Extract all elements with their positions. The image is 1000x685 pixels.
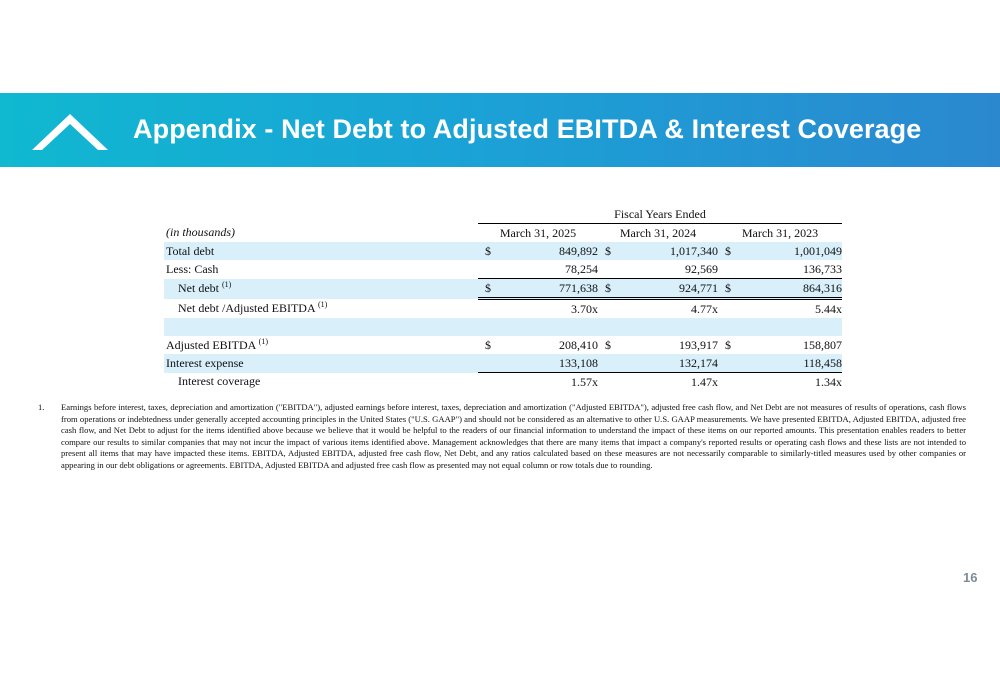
table-row	[164, 373, 842, 392]
cell-value: 849,892	[498, 242, 598, 260]
footnote-text: Earnings before interest, taxes, depreciation and amortization ("EBITDA"), adjusted earnings before interest, taxes, depreciation and amortization ("Adjusted EBITDA"), adjusted free cash flow, and Net Debt are not measures of results of operations, cash flows from operations or indebtedness under generally accepted accounting principles in the United States ("U.S. GAAP") and should not be considered as an alternative to other U.S. GAAP measurements. We have presented EBITDA, Adjusted EBITDA, adjusted free cash flow, and Net Debt to adjust for the items identified above because we believe that it would be helpful to the readers of our financial information to understand the impact of these items on our reported amounts. This presentation enables readers to better compare our results to similar companies that may not incur the impact of various items identified above. Management acknowledges that there are many items that impact a company's reported results or operating cash flows and these lists are not intended to present all items that may have impacted these items. EBITDA, Adjusted EBITDA, adjusted free cash flow, Net Debt, and any ratios calculated based on these measures are not necessarily comparable to similarly-titled measures used by other companies or appearing in our debt obligations or agreements. EBITDA, Adjusted EBITDA and adjusted free cash flow as presented may not equal column or row totals due to rounding.	[61, 402, 966, 470]
table-row: Total debt $ 849,892 $ 1,017,340 $ 1,001,049	[164, 242, 842, 260]
cell-value: 5.44x	[815, 301, 842, 316]
fiscal-years-header: Fiscal Years Ended	[478, 205, 842, 224]
footnote	[38, 402, 966, 471]
cell-value: 3.70x	[571, 301, 598, 316]
cell-value: 133,108	[498, 354, 598, 373]
row-label: Total debt	[164, 242, 478, 260]
column-header: March 31, 2023	[741, 225, 819, 240]
footnote-number: 1.	[38, 402, 45, 412]
cell-value: 1,001,049	[738, 242, 842, 260]
column-header: March 31, 2024	[619, 225, 697, 240]
table-column-header-row	[164, 224, 842, 243]
row-label: Interest coverage	[178, 374, 261, 389]
row-label: Net debt /Adjusted EBITDA $^{(1)}$	[178, 299, 328, 315]
cell-value: 158,807	[803, 337, 842, 352]
row-label: Net debt $^{(1)}$	[164, 279, 478, 299]
cell-value: 193,917	[679, 337, 718, 352]
units-label: (in thousands)	[166, 225, 235, 240]
cell-value: 1.34x	[815, 374, 842, 389]
cell-value: 864,316	[738, 279, 842, 299]
table-row: Adjusted EBITDA $^{(1)}$ $ 208,410 $ 193,917 $ 158,807	[164, 336, 842, 354]
cell-value: 132,174	[618, 354, 718, 373]
peak-chevron-icon	[30, 110, 110, 154]
cell-value: 1.47x	[691, 374, 718, 389]
cell-value: 1,017,340	[618, 242, 718, 260]
table-row	[164, 299, 842, 319]
spacer-row	[164, 318, 842, 336]
financial-table	[164, 205, 842, 391]
row-label: Less: Cash	[166, 261, 219, 276]
cell-value: 78,254	[498, 260, 598, 279]
cell-value: 118,458	[738, 354, 842, 373]
column-header: March 31, 2025	[499, 225, 577, 240]
cell-value: 4.77x	[691, 301, 718, 316]
cell-value: 771,638	[498, 279, 598, 299]
table-group-header-row	[164, 205, 842, 224]
cell-value: 208,410	[559, 337, 598, 352]
cell-value: 1.57x	[571, 374, 598, 389]
cell-value: 924,771	[618, 279, 718, 299]
table-row: Net debt $^{(1)}$ $ 771,638 $ 924,771 $ 864,316	[164, 279, 842, 299]
table-row	[164, 260, 842, 279]
page-title: Appendix - Net Debt to Adjusted EBITDA & Interest Coverage	[133, 114, 922, 144]
cell-value: 136,733	[738, 260, 842, 279]
page-number: 16	[963, 570, 978, 585]
cell-value: 92,569	[618, 260, 718, 279]
row-label: Adjusted EBITDA $^{(1)}$	[166, 336, 268, 352]
table-row	[164, 354, 842, 373]
row-label: Interest expense	[164, 354, 478, 373]
